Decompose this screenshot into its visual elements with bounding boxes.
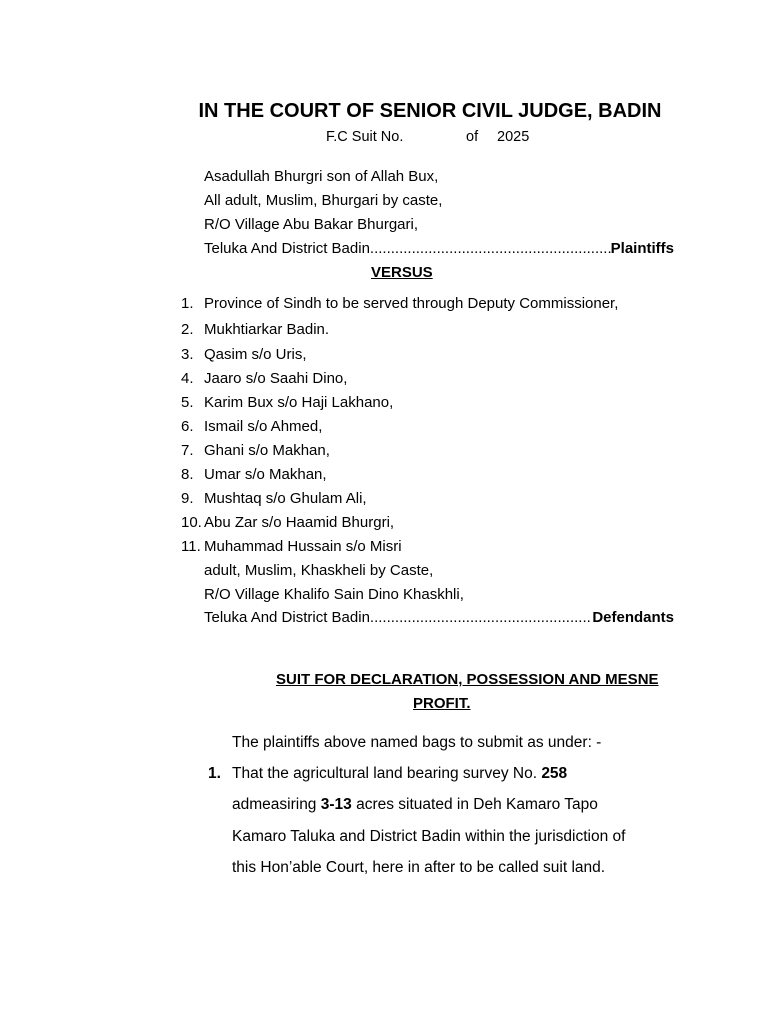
defendant-item: Qasim s/o Uris,: [204, 346, 307, 363]
paragraph-line: [232, 764, 567, 784]
leader-dots: [370, 608, 592, 628]
survey-number: 258: [541, 765, 568, 782]
paragraph-line: this Hon’able Court, here in after to be called suit land.: [232, 859, 606, 876]
intro-paragraph: The plaintiffs above named bags to submit as under: -: [232, 734, 602, 751]
defendant-number: 6.: [181, 418, 194, 435]
defendant-address-line: [204, 608, 674, 628]
suit-label: F.C Suit No.: [326, 129, 404, 145]
plaintiff-district: Teluka And District Badin: [204, 240, 370, 257]
defendant-number: 10.: [181, 514, 202, 531]
suit-number-line: [326, 129, 530, 145]
defendant-item: Jaaro s/o Saahi Dino,: [204, 370, 348, 387]
defendant-detail-line: R/O Village Khalifo Sain Dino Khaskhli,: [204, 586, 464, 603]
suit-of-label: of: [466, 129, 479, 145]
suit-heading-line2: PROFIT.: [413, 695, 471, 712]
paragraph-text: acres situated in Deh Kamaro Tapo: [351, 796, 598, 813]
plaintiff-line: R/O Village Abu Bakar Bhurgari,: [204, 216, 419, 233]
court-title: IN THE COURT OF SENIOR CIVIL JUDGE, BADIN: [198, 100, 662, 122]
defendant-item: Umar s/o Makhan,: [204, 466, 327, 483]
paragraph-text: That the agricultural land bearing survey No.: [232, 765, 542, 782]
defendant-item: Ghani s/o Makhan,: [204, 442, 330, 459]
defendant-number: 2.: [181, 321, 194, 338]
defendant-number: 3.: [181, 346, 194, 363]
paragraph-number: 1.: [208, 765, 221, 782]
defendant-item: Ismail s/o Ahmed,: [204, 418, 323, 435]
defendant-number: 9.: [181, 490, 194, 507]
defendant-number: 1.: [181, 295, 194, 312]
plaintiff-line: Asadullah Bhurgri son of Allah Bux,: [204, 168, 439, 185]
defendant-item: Mukhtiarkar Badin.: [204, 321, 330, 338]
defendant-item: Province of Sindh to be served through Deputy Commissioner,: [204, 295, 619, 312]
leader-dots: [370, 239, 611, 259]
paragraph-text: admeasiring: [232, 796, 321, 813]
plaintiff-line: All adult, Muslim, Bhurgari by caste,: [204, 192, 443, 209]
versus-heading: VERSUS: [371, 264, 433, 281]
defendant-item: Muhammad Hussain s/o Misri: [204, 538, 402, 555]
defendant-item: Mushtaq s/o Ghulam Ali,: [204, 490, 367, 507]
paragraph-line: [232, 795, 598, 815]
defendant-number: 5.: [181, 394, 194, 411]
plaintiffs-tag: Plaintiffs: [610, 240, 674, 257]
defendant-number: 7.: [181, 442, 194, 459]
plaintiff-address-line: [204, 239, 674, 259]
land-area: 3-13: [320, 796, 352, 813]
defendant-item: Abu Zar s/o Haamid Bhurgri,: [204, 514, 395, 531]
defendant-item: Karim Bux s/o Haji Lakhano,: [204, 394, 394, 411]
suit-heading-line1: SUIT FOR DECLARATION, POSSESSION AND MESNE: [276, 671, 659, 688]
defendant-district: Teluka And District Badin: [204, 609, 370, 626]
paragraph-line: Kamaro Taluka and District Badin within the jurisdiction of: [232, 828, 626, 845]
defendants-tag: Defendants: [592, 609, 674, 626]
suit-year: 2025: [497, 129, 530, 145]
defendant-detail-line: adult, Muslim, Khaskheli by Caste,: [204, 562, 434, 579]
defendant-number: 8.: [181, 466, 194, 483]
defendant-number: 4.: [181, 370, 194, 387]
defendant-number: 11.: [181, 538, 201, 555]
